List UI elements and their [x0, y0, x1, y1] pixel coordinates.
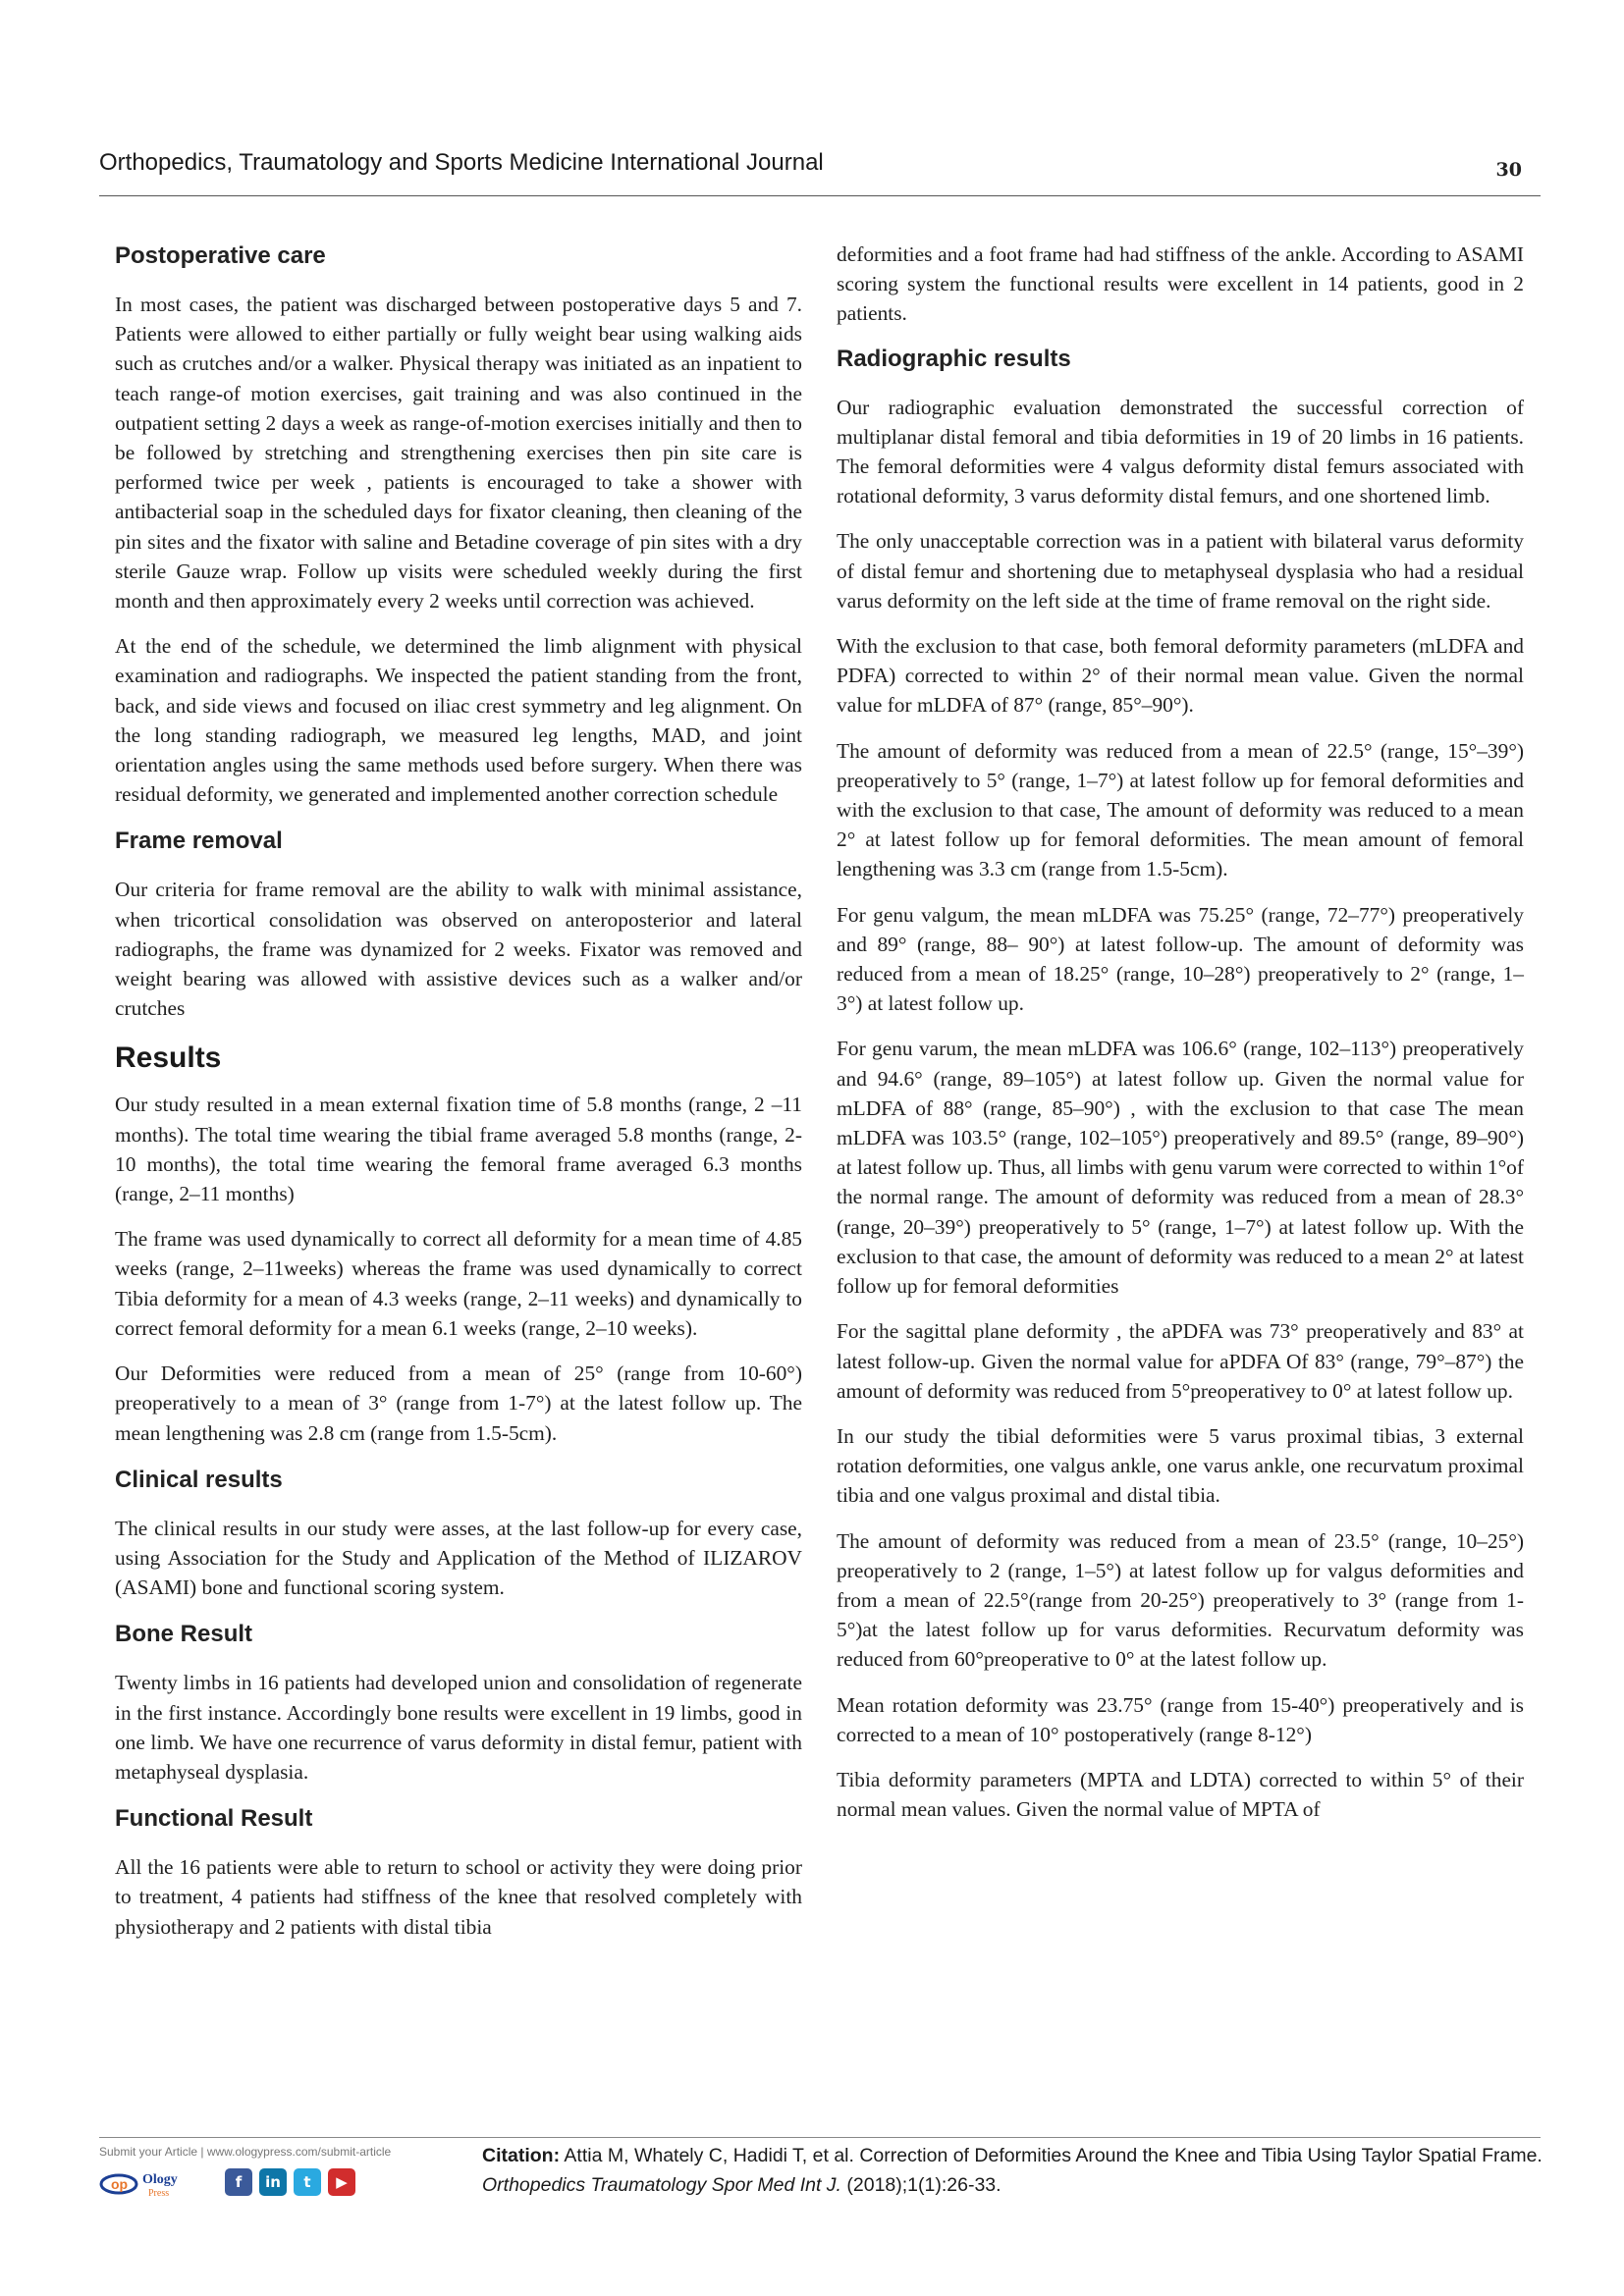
paragraph: For genu valgum, the mean mLDFA was 75.25° (range, 72–77°) preoperatively and 89° (range, 88– 90°) at latest follow-up. The amount of deformity was reduced from a mean of 18.25° (range, 10–28°) preoperatively to 2° (range, 1–3°) at latest follow up.	[837, 902, 1524, 1016]
paragraph: In most cases, the patient was discharged between postoperative days 5 and 7. Patients were allowed to either partially or fully weight bear using walking aids such as crutches and/or a walker. Physical therapy was initiated as an inpatient to teach range-of motion exercises, gait training and was also continued in the outpatient setting 2 days a week as range-of-motion exercises initially and then to be followed by stretching and strengthening exercises then pin site care is performed twice per week , patients is encouraged to take a shower with antibacterial soap in the scheduled days for fixator cleaning, then cleaning of the pin sites and the fixator with saline and Betadine coverage of pin sites with a dry sterile Gauze wrap. Follow up visits were scheduled weekly during the first month and then approximately every 2 weeks until correction was achieved.	[115, 293, 802, 614]
right-column	[837, 240, 1524, 1840]
youtube-icon[interactable]: ▶	[328, 2168, 355, 2196]
paragraph: At the end of the schedule, we determined the limb alignment with physical examination and radiographs. We inspected the patient standing from the front, back, and side views and focused on iliac crest symmetry and leg alignment. On the long standing radiograph, we measured leg lengths, MAD, and joint orientation angles using the same methods used before surgery. When there was residual deformity, we generated and implemented another correction schedule	[115, 634, 802, 807]
citation	[482, 2141, 1543, 2200]
paragraph: Our criteria for frame removal are the ability to walk with minimal assistance, when tricortical consolidation was observed on anteroposterior and lateral radiographs, the frame was dynamized for 2 weeks. Fixator was removed and weight bearing was allowed with assistive devices such as a walker and/or crutches	[115, 878, 802, 1021]
paragraph: The only unacceptable correction was in a patient with bilateral varus deformity of distal femur and shortening due to metaphyseal dysplasia who had a residual varus deformity on the left side at the time of frame removal on the right side.	[837, 529, 1524, 613]
paragraph: With the exclusion to that case, both femoral deformity parameters (mLDFA and PDFA) corrected to within 2° of their normal mean value. Given the normal value for mLDFA of 87° (range, 85°–90°).	[837, 634, 1524, 718]
paragraph: In our study the tibial deformities were 5 varus proximal tibias, 3 external rotation deformities, one valgus ankle, one varus ankle, one recurvatum proximal tibia and one valgus proximal and distal tibia.	[837, 1423, 1524, 1508]
section-heading-radiographic-results: Radiographic results	[837, 345, 1071, 372]
facebook-icon[interactable]: f	[225, 2168, 252, 2196]
paragraph: Tibia deformity parameters (MPTA and LDTA) corrected to within 5° of their normal mean values. Given the normal value of MPTA of	[837, 1767, 1524, 1822]
paragraph: For genu varum, the mean mLDFA was 106.6° (range, 102–113°) preoperatively and 94.6° (range, 89–105°) at latest follow up. Given the normal value for mLDFA of 88° (range, 85–90°) , with the exclusion to that case The mean mLDFA was 103.5° (range, 102–105°) preoperatively and 89.5° (range, 89–90°) at latest follow up. Thus, all limbs with genu varum were corrected to within 1°of the normal range. The amount of deformity was reduced from a mean of 28.3° (range, 20–39°) preoperatively to 5° (range, 1–7°) at latest follow up. With the exclusion to that case, the amount of deformity was reduced to a mean 2° at latest follow up for femoral deformities	[837, 1037, 1524, 1299]
paragraph: deformities and a foot frame had had stiffness of the ankle. According to ASAMI scoring system the functional results were excellent in 14 patients, good in 2 patients.	[837, 242, 1524, 326]
paragraph: Mean rotation deformity was 23.75° (range from 15-40°) preoperatively and is corrected to a mean of 10° postoperatively (range 8-12°)	[837, 1692, 1524, 1746]
section-heading-results: Results	[115, 1041, 222, 1075]
svg-text:Press: Press	[148, 2188, 170, 2199]
ology-press-logo[interactable]	[99, 2167, 207, 2201]
paragraph: The amount of deformity was reduced from a mean of 23.5° (range, 10–25°) preoperatively to 2 (range, 1–5°) at latest follow up for valgus deformities and from a mean of 22.5°(range from 20-25°) preoperatively to 3° (range from 1-5°)at the latest follow up for varus deformities. Recurvatum deformity was reduced from 60°preoperative to 0° at the latest follow up.	[837, 1528, 1524, 1672]
paragraph: Twenty limbs in 16 patients had developed union and consolidation of regenerate in the first instance. Accordingly bone results were excellent in 19 limbs, good in one limb. We have one recurrence of varus deformity in distal femur, patient with metaphyseal dysplasia.	[115, 1671, 802, 1784]
section-heading-functional-result: Functional Result	[115, 1805, 313, 1833]
journal-title: Orthopedics, Traumatology and Sports Medicine International Journal	[99, 149, 824, 176]
paragraph: Our radiographic evaluation demonstrated the successful correction of multiplanar distal femoral and tibia deformities in 19 of 20 limbs in 16 patients. The femoral deformities were 4 valgus deformity distal femurs associated with rotational deformity, 3 varus deformity distal femurs, and one shortened limb.	[837, 395, 1524, 508]
svg-text:Ology: Ology	[142, 2172, 178, 2187]
paragraph: All the 16 patients were able to return to school or activity they were doing prior to treatment, 4 patients had stiffness of the knee that resolved completely with physiotherapy and 2 patients with distal tibia	[115, 1855, 802, 1939]
paragraph: For the sagittal plane deformity , the aPDFA was 73° preoperatively and 83° at latest follow-up. Given the normal value for aPDFA Of 83° (range, 79°–87°) the amount of deformity was reduced from 5°preoperativey to 0° at latest follow up.	[837, 1319, 1524, 1403]
section-heading-clinical-results: Clinical results	[115, 1466, 283, 1493]
citation-text: Attia M, Whately C, Hadidi T, et al. Correction of Deformities Around the Knee and Tibia Using Taylor Spatial Frame.	[564, 2145, 1543, 2166]
left-column	[115, 240, 802, 1957]
twitter-icon[interactable]: t	[294, 2168, 321, 2196]
paragraph: The clinical results in our study were asses, at the last follow-up for every case, using Association for the Study and Application of the Method of ILIZAROV (ASAMI) bone and functional scoring system.	[115, 1516, 802, 1600]
submit-article-link[interactable]: Submit your Article | www.ologypress.com/submit-article	[99, 2145, 392, 2159]
page-number: 30	[1495, 159, 1522, 181]
section-heading-postoperative-care: Postoperative care	[115, 242, 326, 269]
social-links	[225, 2168, 355, 2196]
paragraph: The frame was used dynamically to correct all deformity for a mean time of 4.85 weeks (range, 2–11weeks) whereas the frame was used dynamically to correct Tibia deformity for a mean of 4.3 weeks (range, 2–11 weeks) and dynamically to correct femoral deformity for a mean 6.1 weeks (range, 2–10 weeks).	[115, 1227, 802, 1340]
linkedin-icon[interactable]: in	[259, 2168, 287, 2196]
header-divider	[99, 195, 1541, 196]
citation-reference: (2018);1(1):26-33.	[846, 2174, 1001, 2196]
paragraph: Our study resulted in a mean external fixation time of 5.8 months (range, 2 –11 months). The total time wearing the tibial frame averaged 5.8 months (range, 2-10 months), the total time wearing the femoral frame averaged 6.3 months (range, 2–11 months)	[115, 1093, 802, 1206]
svg-text:op: op	[111, 2176, 129, 2192]
section-heading-frame-removal: Frame removal	[115, 828, 283, 855]
paragraph: The amount of deformity was reduced from a mean of 22.5° (range, 15°–39°) preoperatively to 5° (range, 1–7°) at latest follow up for femoral deformities and with the exclusion to that case, The amount of deformity was reduced to a mean 2° at latest follow up for femoral deformities. The mean amount of femoral lengthening was 3.3 cm (range from 1.5-5cm).	[837, 738, 1524, 881]
footer-divider	[99, 2137, 1541, 2138]
section-heading-bone-result: Bone Result	[115, 1621, 253, 1648]
paragraph: Our Deformities were reduced from a mean of 25° (range from 10-60°) preoperatively to a mean of 3° (range from 1-7°) at the latest follow up. The mean lengthening was 2.8 cm (range from 1.5-5cm).	[115, 1362, 802, 1445]
citation-label: Citation:	[482, 2145, 561, 2166]
citation-journal: Orthopedics Traumatology Spor Med Int J.	[482, 2174, 841, 2196]
